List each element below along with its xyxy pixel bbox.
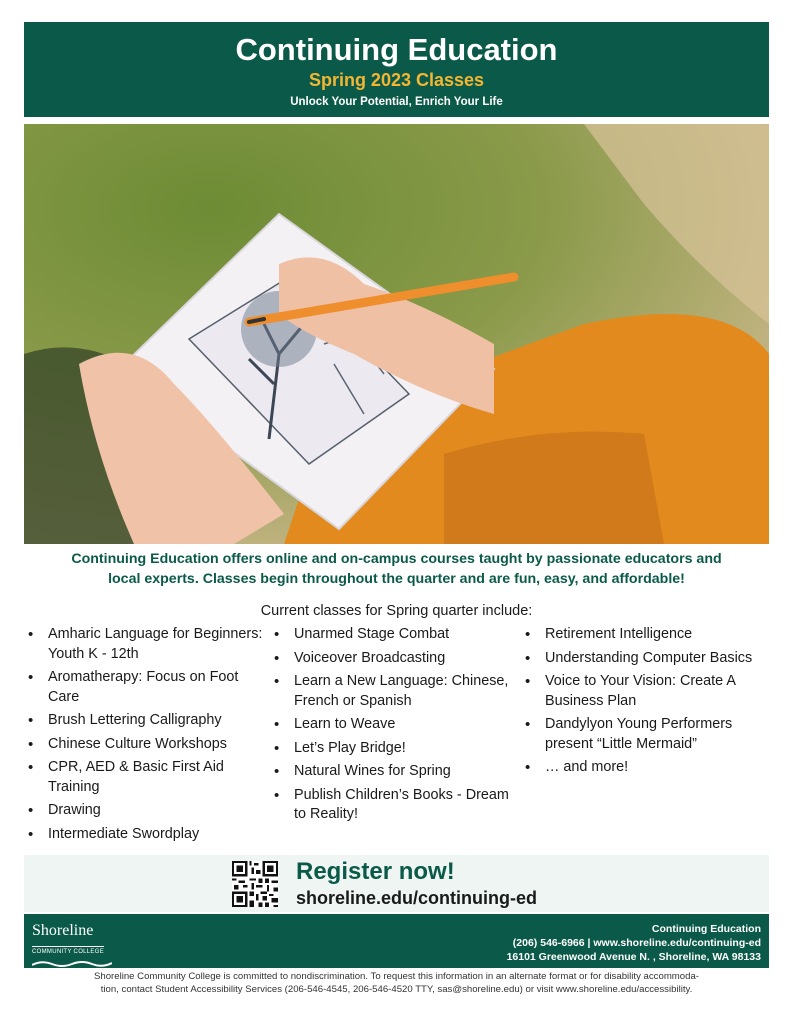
footer-bar (24, 914, 769, 968)
tagline: Unlock Your Potential, Enrich Your Life (290, 96, 503, 108)
contact-info (507, 922, 761, 964)
page-subtitle: Spring 2023 Classes (308, 70, 485, 90)
classes-column-2 (270, 625, 518, 829)
logo-subtitle: COMMUNITY COLLEGE (32, 946, 104, 956)
header-banner (24, 22, 769, 117)
intro-text (24, 549, 769, 589)
list-item: • Learn to Weave (270, 715, 518, 735)
list-item: • Brush Lettering Calligraphy (24, 711, 272, 731)
classes-column-1 (24, 625, 272, 848)
register-panel (24, 855, 769, 912)
list-item: • Let’s Play Bridge! (270, 739, 518, 759)
contact-address: 16101 Greenwood Avenue N. , Shoreline, WA 98133 (506, 951, 761, 963)
qr-code-icon[interactable] (232, 861, 278, 907)
list-item: • Chinese Culture Workshops (24, 735, 272, 755)
page-title: Continuing Education (235, 32, 558, 67)
list-item: • CPR, AED & Basic First Aid Training (24, 758, 272, 797)
list-item: • Aromatherapy: Focus on Foot Care (24, 668, 272, 707)
wave-icon (32, 960, 112, 968)
hero-photo (24, 124, 769, 544)
list-item: • Drawing (24, 801, 272, 821)
disclaimer-line-1: Shoreline Community College is committed to nondiscrimination. To request this information in an alternate format or for disability accommoda- (93, 971, 700, 982)
list-item: • Natural Wines for Spring (270, 762, 518, 782)
list-item: • Retirement Intelligence (521, 625, 771, 645)
list-item: • Intermediate Swordplay (24, 825, 272, 845)
list-item: • Dandylyon Young Performers present “Little Mermaid” (521, 715, 771, 754)
intro-line-1: Continuing Education offers online and on-campus courses taught by passionate educators and (71, 551, 722, 567)
college-logo (32, 922, 142, 962)
disclaimer-line-2: tion, contact Student Accessibility Services (206-546-4545, 206-546-4520 TTY, sas@shoreline.edu) or visit www.shoreline.edu/accessibility. (100, 984, 693, 995)
list-item: • Amharic Language for Beginners: Youth K - 12th (24, 625, 272, 664)
register-heading: Register now! (296, 858, 455, 885)
classes-heading: Current classes for Spring quarter include: (260, 603, 533, 619)
intro-line-2: local experts. Classes begin throughout the quarter and are fun, easy, and affordable! (108, 571, 685, 587)
list-item: • Voice to Your Vision: Create A Business Plan (521, 672, 771, 711)
logo-name: Shoreline (32, 922, 94, 939)
list-item: • … and more! (521, 758, 771, 778)
register-link[interactable]: shoreline.edu/continuing-ed (296, 888, 538, 908)
list-item: • Understanding Computer Basics (521, 649, 771, 669)
list-item: • Voiceover Broadcasting (270, 649, 518, 669)
list-item: • Learn a New Language: Chinese, French or Spanish (270, 672, 518, 711)
contact-dept: Continuing Education (651, 923, 761, 935)
list-item: • Unarmed Stage Combat (270, 625, 518, 645)
classes-column-3 (521, 625, 771, 782)
contact-phone-web[interactable]: (206) 546-6966 | www.shoreline.edu/continuing-ed (512, 937, 761, 949)
nondiscrimination-statement (24, 970, 769, 996)
list-item: • Publish Children’s Books - Dream to Reality! (270, 786, 518, 825)
